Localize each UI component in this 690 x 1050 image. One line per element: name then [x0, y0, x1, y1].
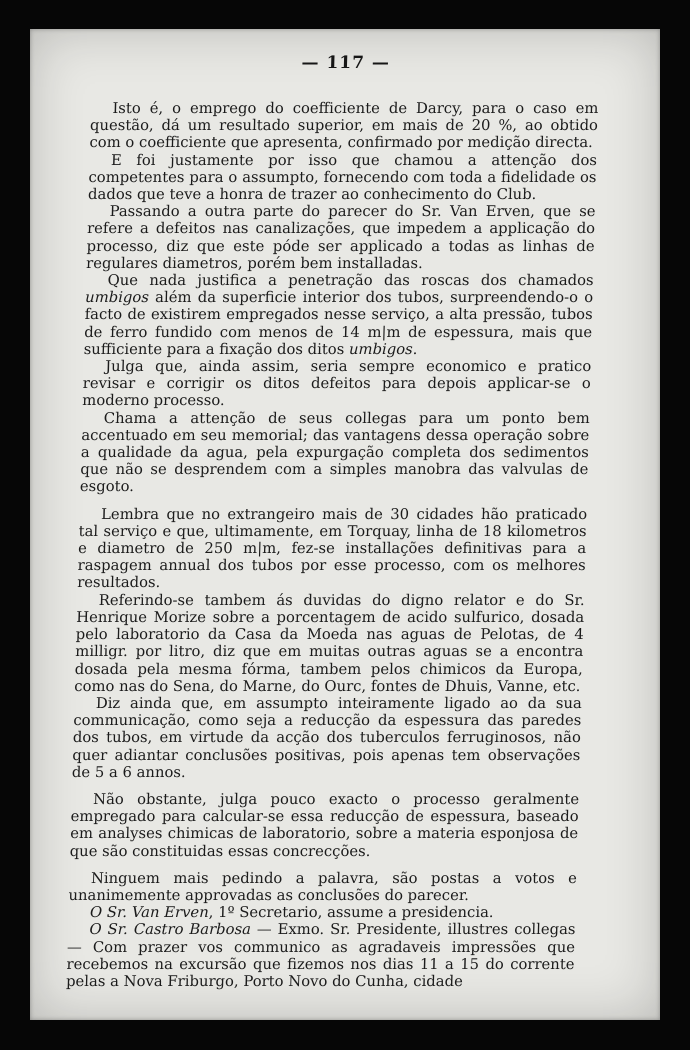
- text-segment: Lembra que no extrangeiro mais de 30 cidades hão praticado tal serviço e que, ultimamente, em Torquay, linha de 18 kilometros e diametro de 250 m|m, fez-se installações definitivas para a raspagem annual dos tubos por esse processo, com os melhores resultados.: [76, 505, 588, 592]
- paragraph-container: [66, 100, 599, 990]
- italic-text-segment: umbigos: [348, 340, 414, 358]
- text-segment: — Exmo. Sr. Presidente, illustres collegas — Com prazer vos communico as agradaveis impressões que recebemos na excursão que fizemos nos dias 11 a 15 do corrente pelas a Nova Friburgo, Porto Novo do Cunha, cidade: [65, 921, 576, 990]
- paragraph: [88, 152, 597, 204]
- text-segment: .: [412, 340, 418, 358]
- paragraph: [72, 695, 582, 781]
- text-segment: Isto é, o emprego do coefficiente de Darcy, para o caso em questão, dá um resultado superior, em mais de 20 %, ao obtido com o coefficiente que apresenta, confirmado por medição directa.: [89, 100, 599, 152]
- paragraph: [82, 358, 591, 410]
- text-segment: Ninguem mais pedindo a palavra, são postas a votos e unanimemente approvadas as conclusões do parecer.: [68, 869, 578, 904]
- text-segment: Passando a outra parte do parecer do Sr. Van Erven, que se refere a defeitos nas canalizações, que impedem a applicação do processo, diz que este póde ser applicado a todas as linhas de regulares diametros, porém bem installadas.: [85, 203, 596, 272]
- paragraph: [69, 791, 579, 860]
- paragraph: [83, 272, 593, 358]
- paragraph: [86, 203, 596, 272]
- italic-text-segment: O Sr. Van Erven: [89, 904, 209, 922]
- text-segment: Referindo-se tambem ás duvidas do digno relator e do Sr. Henrique Morize sobre a porcentagem de acido sulfurico, dosada pelo laboratorio da Casa da Moeda nas aguas de Pelotas, de 4 milligr. por litro, diz que em muitas outras aguas se a encontra dosada pela mesma fórma, tambem pelos chimicos da Europa, como nas do Sena, do Marne, do Ourc, fontes de Dhuis, Vanne, etc.: [74, 591, 585, 695]
- paragraph: [68, 870, 577, 904]
- paragraph: [66, 921, 576, 990]
- paragraph: [89, 100, 598, 152]
- text-segment: Diz ainda que, em assumpto inteiramente ligado ao da sua communicação, como seja a reducção da espessura das paredes dos tubos, em virtude da acção dos tuberculos ferruginosos, não quer adiantar conclusões positivas, pois apenas tem observações de 5 a 6 annos.: [71, 694, 583, 781]
- italic-text-segment: umbigos: [84, 289, 150, 307]
- italic-text-segment: O Sr. Castro Barbosa: [89, 921, 252, 939]
- text-segment: E foi justamente por isso que chamou a attenção dos competentes para o assumpto, fornecendo com toda a fidelidade os dados que teve a honra de trazer ao conhecimento do Club.: [87, 151, 598, 204]
- text-segment: Que nada justifica a penetração das roscas dos chamados: [107, 272, 594, 290]
- text-segment: Julga que, ainda assim, seria sempre economico e pratico revisar e corrigir os ditos defeitos para depois applicar-se o moderno processo.: [82, 358, 592, 410]
- paragraph: [74, 592, 585, 695]
- paragraph: [80, 410, 590, 496]
- text-segment: além da superficie interior dos tubos, surpreendendo-o o facto de existirem empregados nesse serviço, a alta pressão, tubos de ferro fundido com menos de 14 m|m de espessura, mais que sufficiente para a fixação dos ditos: [83, 289, 594, 358]
- text-segment: , 1º Secretario, assume a presidencia.: [208, 904, 494, 922]
- page-number: — 117 —: [301, 53, 391, 73]
- text-segment: Não obstante, julga pouco exacto o processo geralmente empregado para calcular-se essa reducção de espessura, baseado em analyses chimicas de laboratorio, sobre a materia esponjosa de que são constituidas essas concrecções.: [69, 790, 580, 860]
- document-page: [30, 29, 660, 1020]
- paragraph: [68, 904, 576, 921]
- page-content: [66, 53, 600, 990]
- text-segment: Chama a attenção de seus collegas para um ponto bem accentuado em seu memorial; das vantagens dessa operação sobre a qualidade da agua, pela expurgação completa dos sedimentos que não se desprendem com a simples manobra das valvulas de esgoto.: [79, 409, 591, 496]
- paragraph: [77, 506, 587, 592]
